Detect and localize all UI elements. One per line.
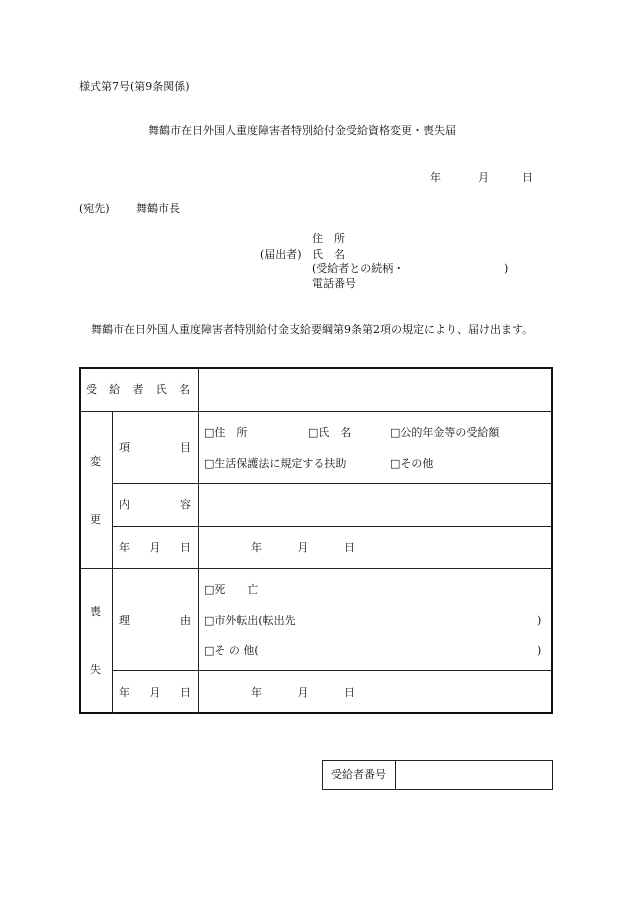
content-field[interactable] (201, 486, 549, 524)
change-option-pension[interactable]: □公的年金等の受給額 (390, 426, 500, 439)
col-divider (112, 411, 113, 714)
applicant-phone-label: 電話番号 (312, 277, 356, 290)
reason-option-death[interactable]: □死 亡 (204, 583, 259, 596)
item-label: 項 目 (119, 441, 191, 454)
change-option-name[interactable]: □氏 名 (308, 426, 352, 439)
applicant-address-label: 住 所 (312, 232, 345, 245)
date-month: 月 (478, 171, 489, 184)
addressee-name: 舞鶴市長 (136, 202, 180, 215)
applicant-relation-close: ) (504, 262, 509, 275)
change-date-label: 年 月 日 (119, 541, 191, 554)
change-section-label-bottom: 更 (90, 513, 101, 526)
change-date-value[interactable]: 年 月 日 (251, 541, 355, 554)
reason-option-other[interactable]: □そ の 他( (204, 644, 259, 657)
recipient-number-label: 受給者番号 (331, 768, 386, 781)
addressee-prefix: (宛先) (79, 202, 110, 215)
form-title: 舞鶴市在日外国人重度障害者特別給付金受給資格変更・喪失届 (148, 124, 456, 137)
applicant-name-label: 氏 名 (312, 248, 345, 261)
content-label: 内 容 (119, 498, 191, 511)
recipient-name-field[interactable] (201, 371, 549, 409)
date-year: 年 (430, 171, 441, 184)
reason-other-close: ) (537, 644, 542, 657)
change-option-address[interactable]: □住 所 (204, 426, 248, 439)
reason-option-moved-out[interactable]: □市外転出(転出先 (204, 614, 296, 627)
change-option-support[interactable]: □生活保護法に規定する扶助 (204, 457, 347, 470)
notification-table (79, 367, 553, 714)
row-divider (112, 483, 553, 484)
change-section-label-top: 変 (90, 455, 101, 468)
recipient-name-label: 受 給 者 氏 名 (86, 383, 190, 396)
form-number: 様式第7号(第9条関係) (79, 80, 190, 93)
change-option-other[interactable]: □その他 (390, 457, 434, 470)
recipient-number-box (322, 760, 553, 790)
loss-date-value[interactable]: 年 月 日 (251, 686, 355, 699)
loss-section-label-bottom: 失 (90, 663, 101, 676)
applicant-role: (届出者) (260, 248, 302, 261)
row-divider (81, 411, 553, 412)
loss-section-label-top: 喪 (90, 605, 101, 618)
row-divider (112, 526, 553, 527)
row-divider (81, 568, 553, 569)
date-day: 日 (522, 171, 533, 184)
row-divider (112, 670, 553, 671)
reason-label: 理 由 (119, 614, 191, 627)
loss-date-label: 年 月 日 (119, 686, 191, 699)
col-divider (395, 761, 396, 789)
applicant-relation-label: (受給者との続柄・ (312, 262, 405, 275)
recipient-number-field[interactable] (398, 762, 550, 788)
reason-moved-out-close: ) (537, 614, 542, 627)
col-divider (198, 369, 199, 714)
statement: 舞鶴市在日外国人重度障害者特別給付金支給要綱第9条第2項の規定により、届け出ます。 (91, 323, 534, 336)
